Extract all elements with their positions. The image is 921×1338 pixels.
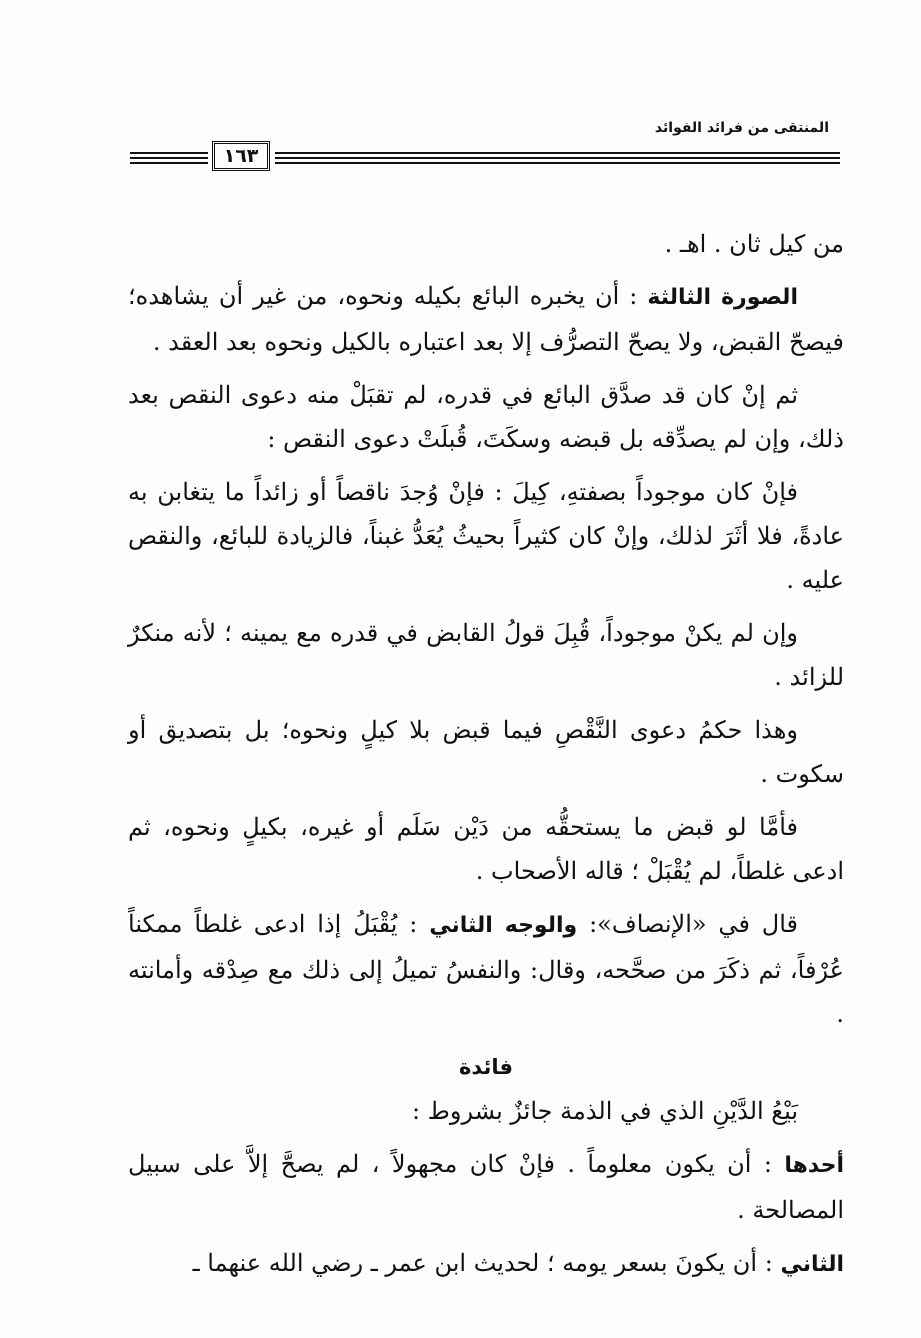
paragraph-2-text: : أن يخبره البائع بكيله ونحوه، من غير أن يشاهده؛ فيصحّ القبض، ولا يصحّ التصرُّف إلا بعد اعتباره بالكيل ونحوه بعد العقد . <box>128 282 844 356</box>
paragraph-8-lead: والوجه الثاني <box>429 913 578 938</box>
page-body <box>128 222 844 1296</box>
page-number: ١٦٣ <box>212 141 270 171</box>
paragraph-8-text: : يُقْبَلُ إذا ادعى غلطاً ممكناً عُرْفاً، ثم ذكَرَ من صحَّحه، وقال: والنفسُ تميلُ إلى ذلك مع صِدْقه وأمانته . <box>128 910 844 1028</box>
header-rule <box>130 141 840 175</box>
header-rule-right <box>275 152 840 164</box>
paragraph-8 <box>128 902 844 1036</box>
section-title: فائدة <box>458 1055 514 1079</box>
paragraph-8-prefix: قال في «الإنصاف»: <box>589 910 798 938</box>
paragraph-7: فأمَّا لو قبض ما يستحقُّه من دَيْن سَلَم أو غيره، بكيلٍ ونحوه، ثم ادعى غلطاً، لم يُقْبَلْ ؛ قاله الأصحاب . <box>128 813 844 885</box>
paragraph-1: من كيل ثان . اهـ . <box>664 230 844 258</box>
paragraph-11-lead: الثاني <box>780 1252 844 1277</box>
paragraph-9: بَيْعُ الدَّيْنِ الذي في الذمة جائزٌ بشروط : <box>411 1097 798 1125</box>
paragraph-11-text: : أن يكونَ بسعر يومه ؛ لحديث ابن عمر ـ رضي الله عنهما ـ <box>192 1249 773 1277</box>
running-title: المنتقى من فرائد الفوائد <box>654 120 829 136</box>
paragraph-4: فإنْ كان موجوداً بصفتهِ، كِيلَ : فإنْ وُجدَ ناقصاً أو زائداً ما يتغابن به عادةً، فلا أثَرَ لذلك، وإنْ كان كثيراً بحيثُ يُعَدُّ غبناً، فالزيادة للبائع، والنقص عليه . <box>128 478 844 594</box>
paragraph-2-lead: الصورة الثالثة <box>647 285 798 310</box>
header-rule-left <box>130 152 208 164</box>
paragraph-5: وإن لم يكنْ موجوداً، قُبِلَ قولُ القابض في قدره مع يمينه ؛ لأنه منكرٌ للزائد . <box>128 619 844 691</box>
paragraph-10-lead: أحدها <box>784 1153 844 1178</box>
paragraph-11 <box>128 1241 844 1287</box>
paragraph-3: ثم إنْ كان قد صدَّق البائع في قدره، لم تقبَلْ منه دعوى النقص بعد ذلك، وإن لم يصدِّقه بل قبضه وسكَتَ، قُبلَتْ دعوى النقص : <box>128 381 844 453</box>
paragraph-10-text: : أن يكون معلوماً . فإنْ كان مجهولاً ، لم يصحَّ إلاَّ على سبيل المصالحة . <box>128 1150 844 1224</box>
paragraph-6: وهذا حكمُ دعوى النَّقْصِ فيما قبض بلا كيلٍ ونحوه؛ بل بتصديق أو سكوت . <box>128 716 844 788</box>
paragraph-10 <box>128 1142 844 1232</box>
paragraph-2 <box>128 274 844 364</box>
